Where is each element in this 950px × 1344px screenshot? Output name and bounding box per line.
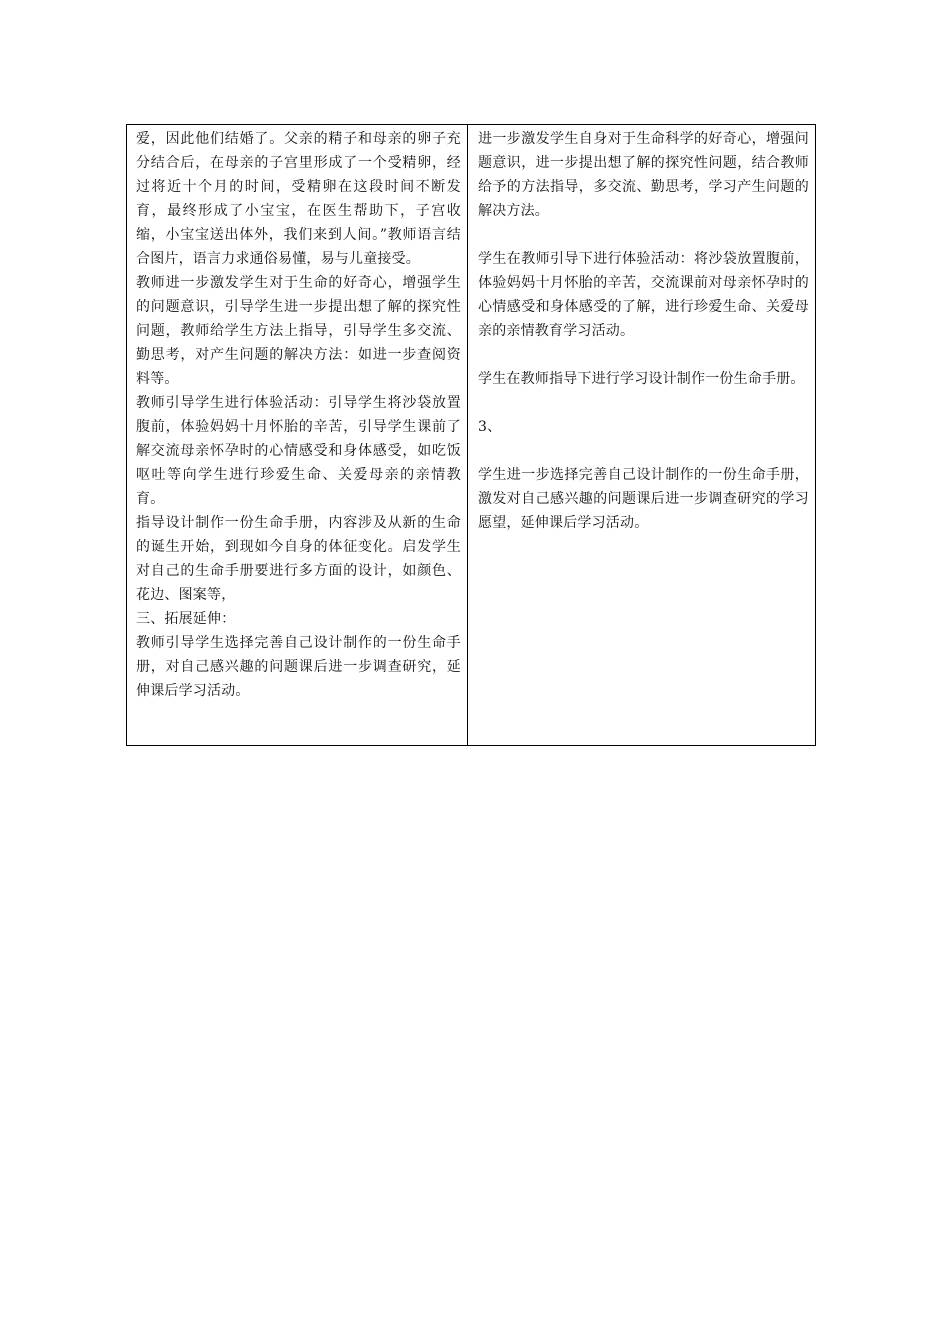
teacher-paragraph-3: 教师引导学生进行体验活动：引导学生将沙袋放置腹前，体验妈妈十月怀胎的辛苦，引导学生课前了解交流母亲怀孕时的心情感受和身体感受，如吃饭呕吐等向学生进行珍爱生命、关爱母亲的亲情教育。 [136, 395, 461, 507]
lesson-plan-table [126, 124, 816, 746]
section-heading-extension: 三、拓展延伸： [136, 611, 236, 627]
student-activity-cell [468, 125, 815, 745]
teacher-paragraph-1: 爱，因此他们结婚了。父亲的精子和母亲的卵子充分结合后，在母亲的子宫里形成了一个受精卵，经过将近十个月的时间，受精卵在这段时间不断发育，最终形成了小宝宝，在医生帮助下，子宫收缩，小宝宝送出体外，我们来到人间。”教师语言结合图片，语言力求通俗易懂，易与儿童接受。 [136, 131, 461, 267]
teacher-paragraph-5: 教师引导学生选择完善自己设计制作的一份生命手册，对自己感兴趣的问题课后进一步调查研究，延伸课后学习活动。 [136, 635, 461, 699]
student-paragraph-2: 学生在教师引导下进行体验活动：将沙袋放置腹前，体验妈妈十月怀胎的辛苦，交流课前对母亲怀孕时的心情感受和身体感受的了解，进行珍爱生命、关爱母亲的亲情教育学习活动。 [478, 251, 809, 339]
paragraph-gap [478, 439, 809, 463]
student-item-number: 3、 [478, 419, 502, 435]
paragraph-gap [478, 343, 809, 367]
paragraph-gap [478, 223, 809, 247]
student-paragraph-4: 学生进一步选择完善自己设计制作的一份生命手册，激发对自己感兴趣的问题课后进一步调查研究的学习愿望，延伸课后学习活动。 [478, 467, 809, 531]
teacher-activity-cell [127, 125, 468, 745]
student-paragraph-1: 进一步激发学生自身对于生命科学的好奇心，增强问题意识，进一步提出想了解的探究性问题，结合教师给予的方法指导，多交流、勤思考，学习产生问题的解决方法。 [478, 131, 809, 219]
paragraph-gap [478, 391, 809, 415]
teacher-paragraph-2: 教师进一步激发学生对于生命的好奇心，增强学生的问题意识，引导学生进一步提出想了解的探究性问题，教师给学生方法上指导，引导学生多交流、勤思考，对产生问题的解决方法：如进一步查阅资料等。 [136, 275, 461, 387]
teacher-paragraph-4: 指导设计制作一份生命手册，内容涉及从新的生命的诞生开始，到现如今自身的体征变化。启发学生对自己的生命手册要进行多方面的设计，如颜色、花边、图案等， [136, 515, 461, 603]
student-paragraph-3: 学生在教师指导下进行学习设计制作一份生命手册。 [478, 371, 805, 387]
